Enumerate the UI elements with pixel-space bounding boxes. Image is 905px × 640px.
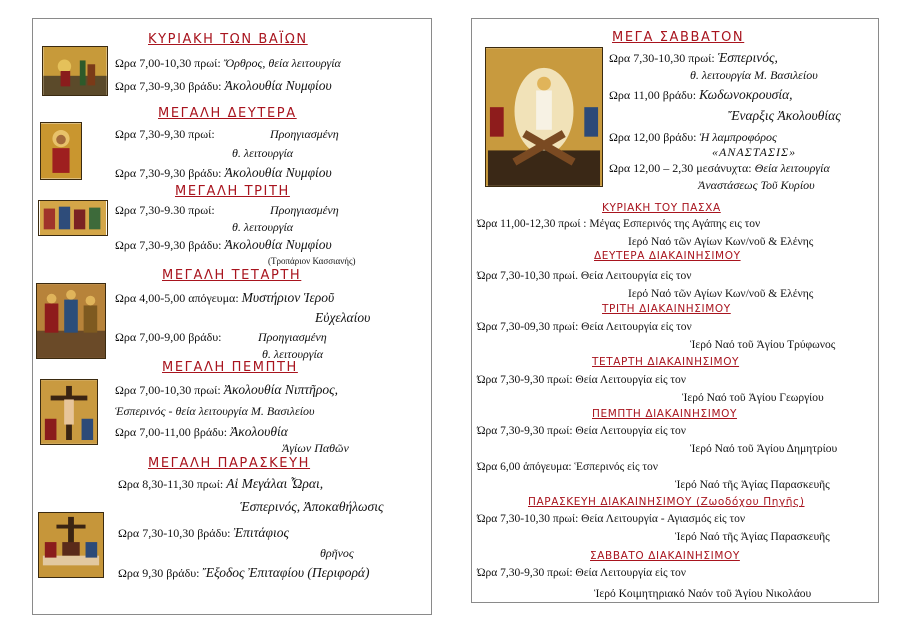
palm-sunday-time-1: Ωρα 7,00-10,30 πρωί: — [115, 56, 221, 70]
bright-saturday-line-1b: Ἱερό Κοιμητηριακό Ναόν τοῦ Ἁγίου Νικολάου — [594, 588, 812, 600]
heading-holy-saturday: ΜΕΓΑ ΣΑΒΒΑΤΟΝ — [612, 30, 745, 45]
good-friday-time-3: Ωρα 9,30 βράδυ: — [118, 566, 200, 580]
good-friday-time-1: Ωρα 8,30-11,30 πρωί: — [118, 477, 224, 491]
holy-tuesday-service-1b: θ. λειτουργία — [232, 220, 294, 234]
holy-thursday-service-1: Ἀκολουθία Νιπτῆρος, — [223, 382, 338, 397]
holy-wednesday-service-1: Μυστήριον Ἱεροῦ — [241, 290, 335, 305]
heading-holy-tuesday: ΜΕΓΑΛΗ ΤΡΙΤΗ — [175, 184, 290, 199]
holy-tuesday-service-2: Ἀκολουθία Νυμφίου — [224, 237, 332, 252]
parable-icon — [38, 200, 108, 236]
resurrection-icon — [485, 47, 603, 187]
bright-wednesday-line-1b: Ἱερό Ναό τοῦ Ἁγίου Γεωργίου — [682, 392, 824, 404]
holy-wednesday-service-1b: Εὐχελαίου — [315, 310, 371, 325]
good-friday-service-3: Ἔξοδος Ἐπιταφίου (Περιφορά) — [202, 565, 370, 580]
entry-into-jerusalem-icon — [42, 46, 108, 96]
heading-good-friday: ΜΕΓΑΛΗ ΠΑΡΑΣΚΕΥΗ — [148, 456, 311, 471]
holy-wednesday-service-2: Προηγιασμένη — [258, 330, 327, 344]
holy-saturday-service-3b: «ΑΝΑΣΤΑΣΙΣ» — [712, 145, 797, 159]
bridegroom-icon — [40, 122, 82, 180]
heading-palm-sunday: ΚΥΡΙΑΚΗ ΤΩΝ ΒΑΪΩΝ — [148, 32, 308, 47]
holy-wednesday-service-2b: θ. λειτουργία — [262, 347, 324, 361]
holy-saturday-service-2: Κωδωνοκρουσία, — [699, 87, 793, 102]
heading-bright-friday: ΠΑΡΑΣΚΕΥΗ ΔΙΑΚΑΙΝΗΣΙΜΟΥ (Ζωοδόχου Πηγῆς) — [528, 496, 805, 508]
good-friday-service-2: Ἐπιτάφιος — [233, 525, 289, 540]
good-friday-service-1: Αἱ Μεγάλαι Ὧραι, — [226, 476, 324, 491]
holy-saturday-service-4b: Ἀναστάσεως Τοῦ Κυρίου — [698, 178, 815, 192]
easter-sunday-line-1b: Ιερό Ναό τῶν Αγίων Κων/νοῦ & Ελένης — [628, 236, 814, 248]
bright-thursday-line-1b: Ἱερό Ναό τοῦ Ἁγίου Δημητρίου — [690, 443, 838, 455]
heading-bright-monday: ΔΕΥΤΕΡΑ ΔΙΑΚΑΙΝΗΣΙΜΟΥ — [594, 250, 741, 262]
heading-holy-wednesday: ΜΕΓΑΛΗ ΤΕΤΑΡΤΗ — [162, 268, 302, 283]
anointing-icon — [36, 283, 106, 359]
bright-thursday-line-2: Ώρα 6,00 ἀπόγευμα: Ἑσπερινός εἰς τον — [477, 461, 659, 473]
bright-friday-line-1: Ώρα 7,30-10,30 πρωί: Θεία Λειτουργία - Αγιασμός εἰς τον — [477, 513, 746, 525]
holy-monday-service-2: Ἀκολουθία Νυμφίου — [224, 165, 332, 180]
good-friday-service-1b: Ἑσπερινός, Ἀποκαθήλωσις — [240, 499, 384, 514]
holy-wednesday-time-1: Ωρα 4,00-5,00 απόγευμα: — [115, 291, 239, 305]
holy-saturday-time-2: Ωρα 11,00 βράδυ: — [609, 88, 697, 102]
easter-sunday-line-1: Ώρα 11,00-12,30 πρωί : Μέγας Εσπερινός της Αγάπης εις τον — [477, 218, 761, 230]
bright-monday-line-1b: Ιερό Ναό τῶν Αγίων Κων/νοῦ & Ελένης — [628, 288, 814, 300]
crucifixion-icon — [40, 379, 98, 445]
heading-easter-sunday: ΚΥΡΙΑΚΗ ΤΟΥ ΠΑΣΧΑ — [602, 202, 721, 214]
holy-monday-service-1b: θ. λειτουργία — [232, 146, 294, 160]
bright-saturday-line-1: Ώρα 7,30-9,30 πρωί: Θεία Λειτουργία εἰς τον — [477, 567, 686, 579]
palm-sunday-service-2: Ἀκολουθία Νυμφίου — [224, 78, 332, 93]
bright-thursday-line-2b: Ἱερό Ναό τῆς Ἁγίας Παρασκευῆς — [675, 479, 830, 491]
bright-monday-line-1: Ώρα 7,30-10,30 πρωί. Θεία Λειτουργία εἰς τον — [477, 270, 692, 282]
holy-saturday-time-1: Ωρα 7,30-10,30 πρωί: — [609, 51, 715, 65]
holy-monday-time-1: Ωρα 7,30-9,30 πρωί: — [115, 127, 215, 141]
holy-wednesday-time-2: Ωρα 7,00-9,00 βράδυ: — [115, 330, 222, 344]
holy-saturday-service-1b: θ. λειτουργία Μ. Βασιλείου — [690, 68, 818, 82]
holy-tuesday-time-2: Ωρα 7,30-9,30 βράδυ: — [115, 238, 222, 252]
holy-monday-time-2: Ωρα 7,30-9,30 βράδυ: — [115, 166, 222, 180]
heading-holy-monday: ΜΕΓΑΛΗ ΔΕΥΤΕΡΑ — [158, 106, 297, 121]
holy-saturday-service-1: Ἑσπερινός, — [717, 50, 778, 65]
holy-saturday-service-2b: Ἔναρξις Ἀκολουθίας — [728, 108, 841, 123]
holy-saturday-service-3: Ἡ λαμπροφόρος — [699, 130, 777, 144]
holy-monday-service-1: Προηγιασμένη — [270, 127, 339, 141]
holy-tuesday-note: (Τροπάριον Κασσιανής) — [268, 256, 356, 266]
palm-sunday-service-1: Ὄρθρος, θεία λειτουργία — [223, 56, 341, 70]
good-friday-service-2b: θρῆνος — [320, 546, 354, 560]
good-friday-time-2: Ωρα 7,30-10,30 βράδυ: — [118, 526, 231, 540]
heading-bright-saturday: ΣΑΒΒΑΤΟ ΔΙΑΚΑΙΝΗΣΙΜΟΥ — [590, 550, 740, 562]
holy-thursday-service-1b: Ἑσπερινός - θεία λειτουργία Μ. Βασιλείου — [115, 404, 315, 418]
holy-thursday-time-2: Ωρα 7,00-11,00 βράδυ: — [115, 425, 228, 439]
holy-saturday-time-4: Ωρα 12,00 – 2,30 μεσάνυχτα: — [609, 161, 752, 175]
holy-thursday-service-2: Ἀκολουθία — [230, 424, 288, 439]
holy-tuesday-service-1: Προηγιασμένη — [270, 203, 339, 217]
bright-tuesday-line-1b: Ἱερό Ναό τοῦ Ἁγίου Τρύφωνος — [690, 339, 836, 351]
holy-saturday-service-4: Θεία λειτουργία — [754, 161, 830, 175]
heading-holy-thursday: ΜΕΓΑΛΗ ΠΕΜΠΤΗ — [162, 360, 298, 375]
bright-friday-line-1b: Ἱερό Ναό τῆς Ἁγίας Παρασκευῆς — [675, 531, 830, 543]
holy-thursday-service-2b: Ἁγίων Παθῶν — [282, 441, 349, 455]
bright-tuesday-line-1: Ώρα 7,30-09,30 πρωί: Θεία Λειτουργία εἰς τον — [477, 321, 692, 333]
heading-bright-thursday: ΠΕΜΠΤΗ ΔΙΑΚΑΙΝΗΣΙΜΟΥ — [592, 408, 737, 420]
palm-sunday-time-2: Ωρα 7,30-9,30 βράδυ: — [115, 79, 222, 93]
bright-wednesday-line-1: Ώρα 7,30-9,30 πρωί: Θεία Λειτουργία εἰς τον — [477, 374, 686, 386]
heading-bright-tuesday: ΤΡΙΤΗ ΔΙΑΚΑΙΝΗΣΙΜΟΥ — [602, 303, 731, 315]
holy-thursday-time-1: Ωρα 7,00-10,30 πρωί: — [115, 383, 221, 397]
descent-from-cross-icon — [38, 512, 104, 578]
holy-saturday-time-3: Ωρα 12,00 βράδυ: — [609, 130, 697, 144]
heading-bright-wednesday: ΤΕΤΑΡΤΗ ΔΙΑΚΑΙΝΗΣΙΜΟΥ — [592, 356, 740, 368]
bright-thursday-line-1: Ώρα 7,30-9,30 πρωί: Θεία Λειτουργία εἰς τον — [477, 425, 686, 437]
holy-tuesday-time-1: Ωρα 7,30-9.30 πρωί: — [115, 203, 215, 217]
